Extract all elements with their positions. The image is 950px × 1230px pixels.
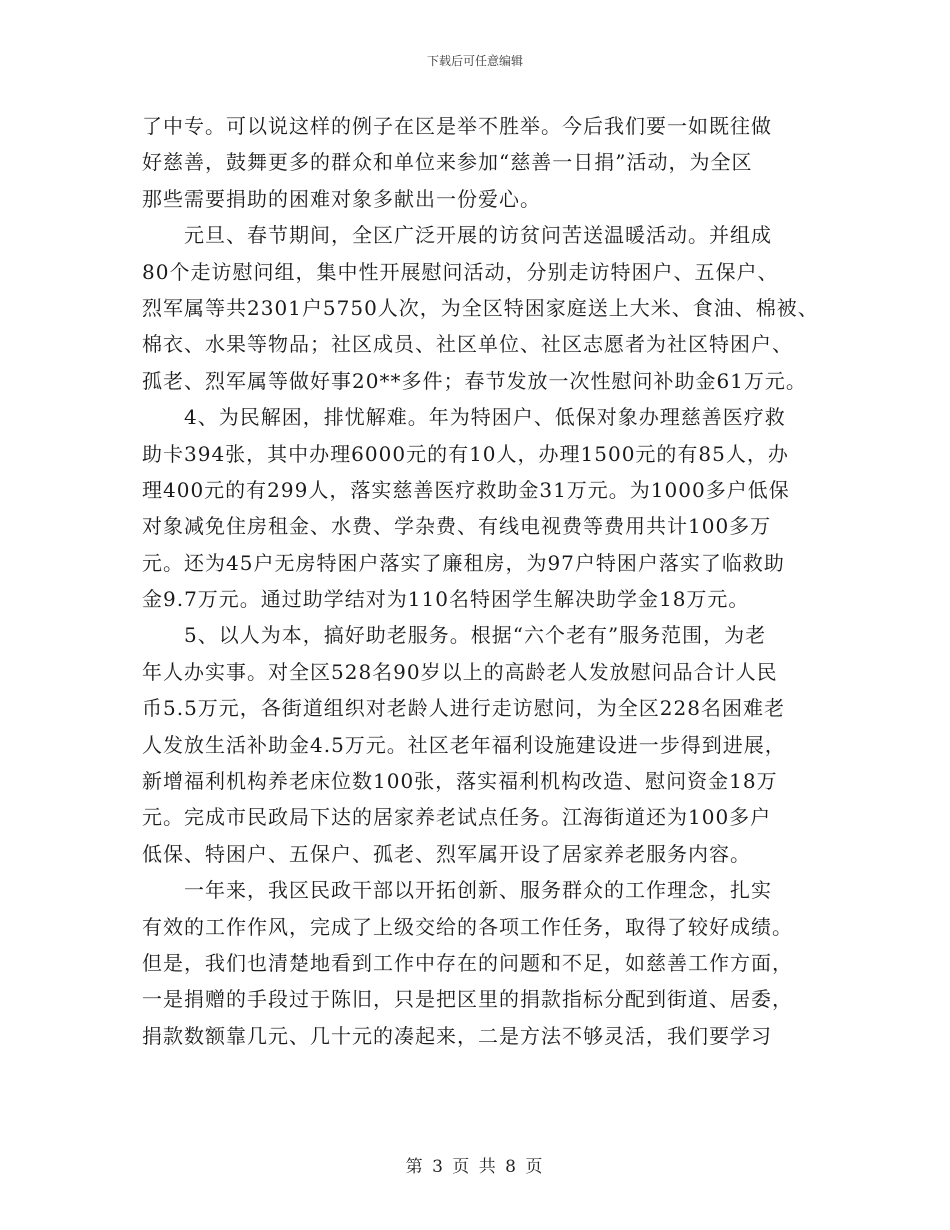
text-line: 了中专。可以说这样的例子在区是举不胜举。今后我们要一如既往做 (142, 114, 772, 138)
text-line: 助卡394张，其中办理6000元的有10人，办理1500元的有85人，办 (142, 441, 789, 466)
text-line: 人发放生活补助金4.5万元。社区老年福利设施建设进一步得到进展， (142, 732, 786, 757)
document-body (142, 108, 832, 1054)
text-line: 一年来，我区民政干部以开拓创新、服务群众的工作理念，扎实 (142, 878, 772, 903)
text-line: 对象减免住房租金、水费、学杂费、有线电视费等费用共计100多万 (142, 514, 772, 539)
page-number-footer: 第 3 页 共 8 页 (405, 1157, 545, 1177)
text-line: 币5.5万元，各街道组织对老龄人进行走访慰问，为全区228名困难老 (142, 696, 785, 721)
page-header: 下载后可任意编辑 (426, 54, 523, 68)
text-line: 孤老、烈军属等做好事20**多件；春节发放一次性慰问补助金61万元。 (142, 368, 807, 393)
text-line: 烈军属等共2301户5750人次，为全区特困家庭送上大米、食油、棉被、 (142, 295, 819, 320)
text-line: 元旦、春节期间，全区广泛开展的访贫问苦送温暖活动。并组成 (142, 223, 772, 248)
text-line: 金9.7万元。通过助学结对为110名特困学生解决助学金18万元。 (142, 587, 750, 612)
text-line: 有效的工作作风，完成了上级交给的各项工作任务，取得了较好成绩。 (142, 914, 793, 939)
text-line: 捐款数额靠几元、几十元的凑起来，二是方法不够灵活，我们要学习 (142, 1023, 772, 1048)
text-line: 低保、特困户、五保户、孤老、烈军属开设了居家养老服务内容。 (142, 841, 751, 866)
text-line: 5、以人为本，搞好助老服务。根据“六个老有”服务范围，为老 (142, 623, 767, 648)
text-line: 但是，我们也清楚地看到工作中存在的问题和不足，如慈善工作方面， (142, 950, 793, 975)
text-line: 4、为民解困，排忧解难。年为特困户、低保对象办理慈善医疗救 (142, 405, 786, 430)
text-line: 80个走访慰问组，集中性开展慰问活动，分别走访特困户、五保户、 (142, 259, 779, 284)
text-line: 棉衣、水果等物品；社区成员、社区单位、社区志愿者为社区特困户、 (142, 332, 793, 357)
text-line: 元。还为45户无房特困户落实了廉租房，为97户特困户落实了临救助 (142, 550, 785, 575)
text-line: 新增福利机构养老床位数100张，落实福利机构改造、慰问资金18万 (142, 769, 778, 794)
text-line: 元。完成市民政局下达的居家养老试点任务。江海街道还为100多户 (142, 805, 772, 830)
text-line: 理400元的有299人，落实慈善医疗救助金31万元。为1000多户低保 (142, 477, 790, 502)
text-line: 好慈善，鼓舞更多的群众和单位来参加“慈善一日捐”活动，为全区 (142, 150, 753, 175)
text-line: 那些需要捐助的困难对象多献出一份爱心。 (142, 186, 541, 211)
text-line: 年人办实事。对全区528名90岁以上的高龄老人发放慰问品合计人民 (142, 659, 778, 684)
text-line: 一是捐赠的手段过于陈旧，只是把区里的捐款指标分配到街道、居委， (142, 987, 793, 1012)
